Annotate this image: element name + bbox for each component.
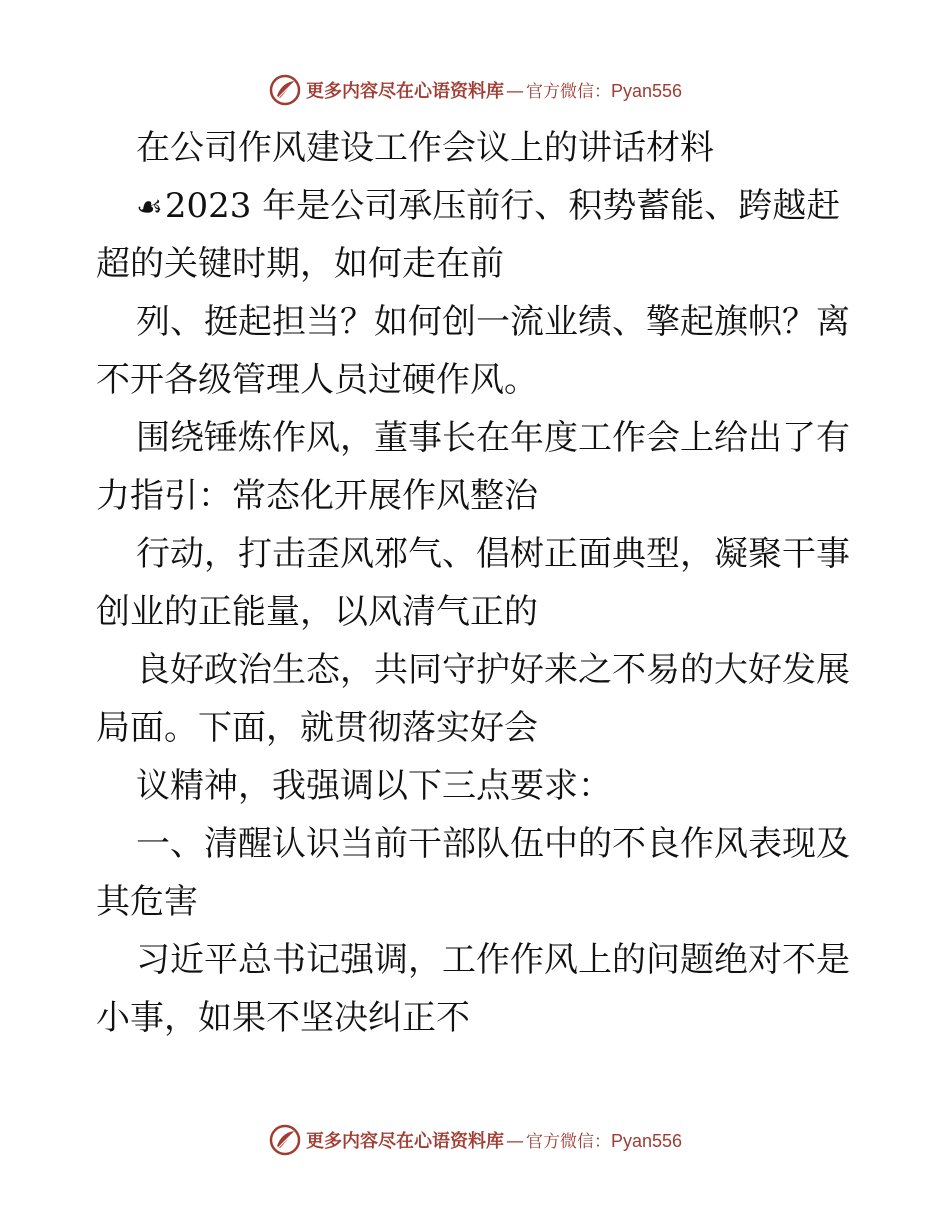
header-sub-text: 官方微信： [525,82,611,102]
footer-watermark [0,1120,950,1160]
bullet-symbol: ☙ [136,190,163,225]
paragraph-line: 小事，如果不坚决纠正不 [96,998,470,1038]
paragraph-line: 行动，打击歪风邪气、倡树正面典型，凝聚干事 [136,534,850,574]
paragraph-line: 列、挺起担当？如何创一流业绩、擎起旗帜？离 [136,302,850,342]
header-main-text: 更多内容尽在心语资料库 [305,81,504,102]
footer-sub-text: 官方微信： [525,1132,611,1152]
paragraph-line [136,186,840,228]
header-wechat-id: Pyan556 [610,81,683,101]
paragraph-line: 不开各级管理人员过硬作风。 [96,360,538,400]
footer-banner-text [306,1127,682,1153]
section-heading-continued: 其危害 [96,882,198,922]
paragraph-line: 局面。下面，就贯彻落实好会 [96,708,538,748]
paragraph-line-text: 2023 年是公司承压前行、积势蓄能、跨越赶 [164,186,841,226]
document-title: 在公司作风建设工作会议上的讲话材料 [136,128,714,168]
red-circle-logo-icon [268,1123,302,1157]
paragraph-line: 围绕锤炼作风，董事长在年度工作会上给出了有 [136,418,850,458]
section-heading: 一、清醒认识当前干部队伍中的不良作风表现及 [136,824,850,864]
header-separator: — [505,81,524,102]
footer-wechat-id: Pyan556 [610,1131,683,1151]
paragraph-line: 超的关键时期，如何走在前 [96,244,504,284]
paragraph-line: 创业的正能量，以风清气正的 [96,592,538,632]
paragraph-line: 习近平总书记强调，工作作风上的问题绝对不是 [136,940,850,980]
footer-main-text: 更多内容尽在心语资料库 [305,1131,504,1152]
paragraph-line: 良好政治生态，共同守护好来之不易的大好发展 [136,650,850,690]
paragraph-line: 议精神，我强调以下三点要求： [136,766,612,806]
footer-separator: — [505,1131,524,1152]
paragraph-line: 力指引：常态化开展作风整治 [96,476,538,516]
